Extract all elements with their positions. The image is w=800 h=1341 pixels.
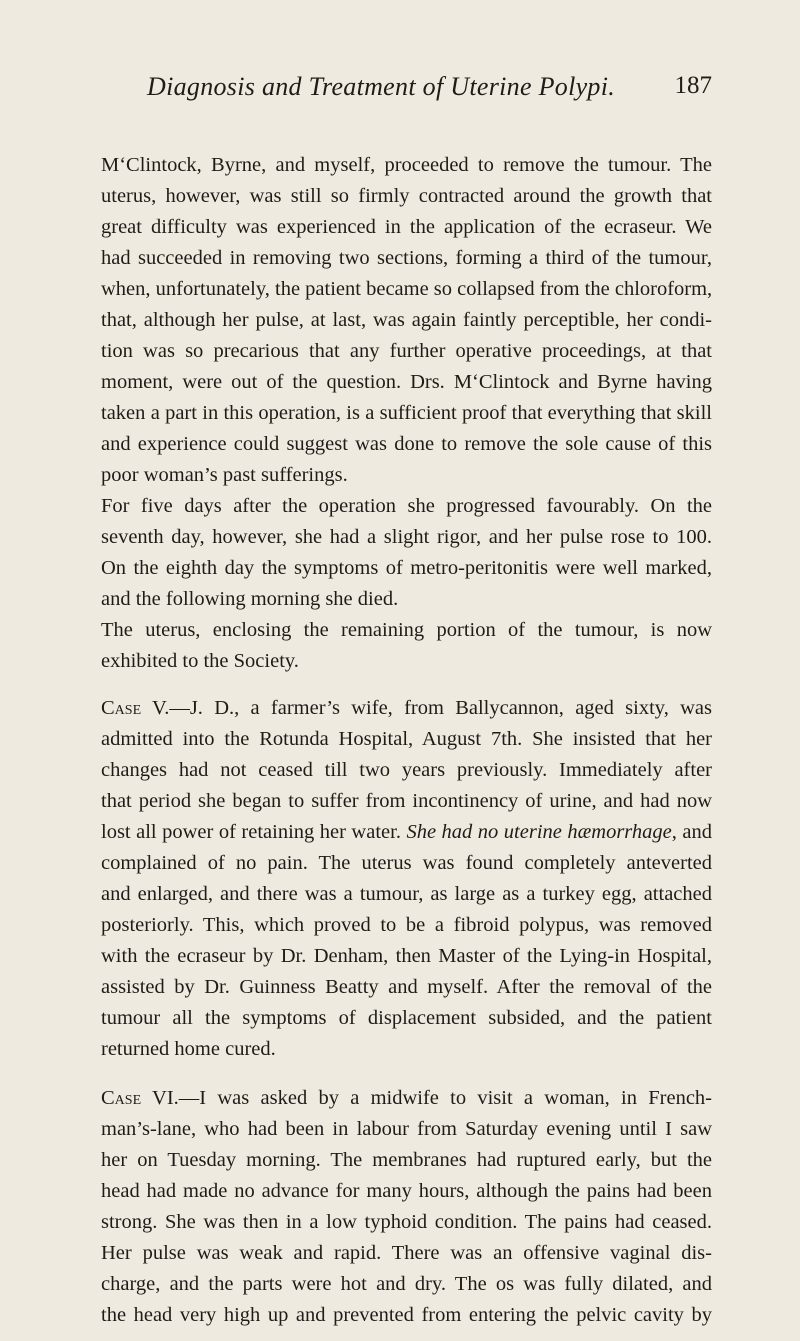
case-label: Case V. bbox=[101, 697, 170, 719]
text-line: her on Tuesday morning. The membranes had ruptured early, but the bbox=[101, 1149, 712, 1171]
text-line: changes had not ceased till two years previously. Immediately after bbox=[101, 759, 712, 781]
text-line: complained of no pain. The uterus was found completely anteverted bbox=[101, 852, 712, 874]
text-line: great difficulty was experienced in the application of the ecraseur. We bbox=[101, 216, 712, 238]
text-line: poor woman’s past sufferings. bbox=[101, 464, 348, 486]
text-line: seventh day, however, she had a slight rigor, and her pulse rose to 100. bbox=[101, 526, 712, 548]
text-line: and experience could suggest was done to remove the sole cause of this bbox=[101, 433, 712, 455]
text-line: taken a part in this operation, is a sufficient proof that everything that skill bbox=[101, 402, 712, 424]
case-heading-line: Case VI.—I was asked by a midwife to visit a woman, in French- bbox=[101, 1087, 712, 1109]
case-label: Case VI. bbox=[101, 1087, 179, 1109]
text-line: M‘Clintock, Byrne, and myself, proceeded to remove the tumour. The bbox=[101, 154, 712, 176]
text-line: admitted into the Rotunda Hospital, August 7th. She insisted that her bbox=[101, 728, 712, 750]
text-line: returned home cured. bbox=[101, 1038, 276, 1060]
text-line: Her pulse was weak and rapid. There was an offensive vaginal dis- bbox=[101, 1242, 712, 1264]
text-line: On the eighth day the symptoms of metro-peritonitis were well marked, bbox=[101, 557, 712, 579]
text-line: strong. She was then in a low typhoid condition. The pains had ceased. bbox=[101, 1211, 712, 1233]
text-line: exhibited to the Society. bbox=[101, 650, 299, 672]
text-line: had succeeded in removing two sections, forming a third of the tumour, bbox=[101, 247, 712, 269]
text-line: that period she began to suffer from incontinency of urine, and had now bbox=[101, 790, 712, 812]
text-line: tumour all the symptoms of displacement subsided, and the patient bbox=[101, 1007, 712, 1029]
text-line: with the ecraseur by Dr. Denham, then Master of the Lying-in Hospital, bbox=[101, 945, 712, 967]
text-line: and the following morning she died. bbox=[101, 588, 399, 610]
text-line: when, unfortunately, the patient became so collapsed from the chloroform, bbox=[101, 278, 712, 300]
page-number: 187 bbox=[674, 72, 712, 99]
running-head bbox=[100, 72, 712, 112]
italic-phrase: She had no uterine hæmorrhage bbox=[406, 821, 672, 843]
text-line: assisted by Dr. Guinness Beatty and myself. After the removal of the bbox=[101, 976, 712, 998]
text-line: uterus, however, was still so firmly contracted around the growth that bbox=[101, 185, 712, 207]
text-line: posteriorly. This, which proved to be a fibroid polypus, was removed bbox=[101, 914, 712, 936]
running-title: Diagnosis and Treatment of Uterine Polypi. bbox=[147, 72, 616, 101]
text-line: moment, were out of the question. Drs. M‘Clintock and Byrne having bbox=[101, 371, 712, 393]
text-line: head had made no advance for many hours, although the pains had been bbox=[101, 1180, 712, 1202]
case-heading-line: Case V.—J. D., a farmer’s wife, from Ballycannon, aged sixty, was bbox=[101, 697, 712, 719]
text-line: The uterus, enclosing the remaining portion of the tumour, is now bbox=[101, 619, 712, 641]
text-line: charge, and the parts were hot and dry. The os was fully dilated, and bbox=[101, 1273, 712, 1295]
text-line: man’s-lane, who had been in labour from Saturday evening until I saw bbox=[101, 1118, 712, 1140]
text-line: and enlarged, and there was a tumour, as large as a turkey egg, attached bbox=[101, 883, 712, 905]
text-line: For five days after the operation she progressed favourably. On the bbox=[101, 495, 712, 517]
text-line: the head very high up and prevented from entering the pelvic cavity by bbox=[101, 1304, 712, 1326]
text-line: lost all power of retaining her water. She had no uterine hæmorrhage, and bbox=[101, 821, 712, 843]
text-line: tion was so precarious that any further operative proceedings, at that bbox=[101, 340, 712, 362]
text-line: that, although her pulse, at last, was again faintly perceptible, her condi- bbox=[101, 309, 712, 331]
